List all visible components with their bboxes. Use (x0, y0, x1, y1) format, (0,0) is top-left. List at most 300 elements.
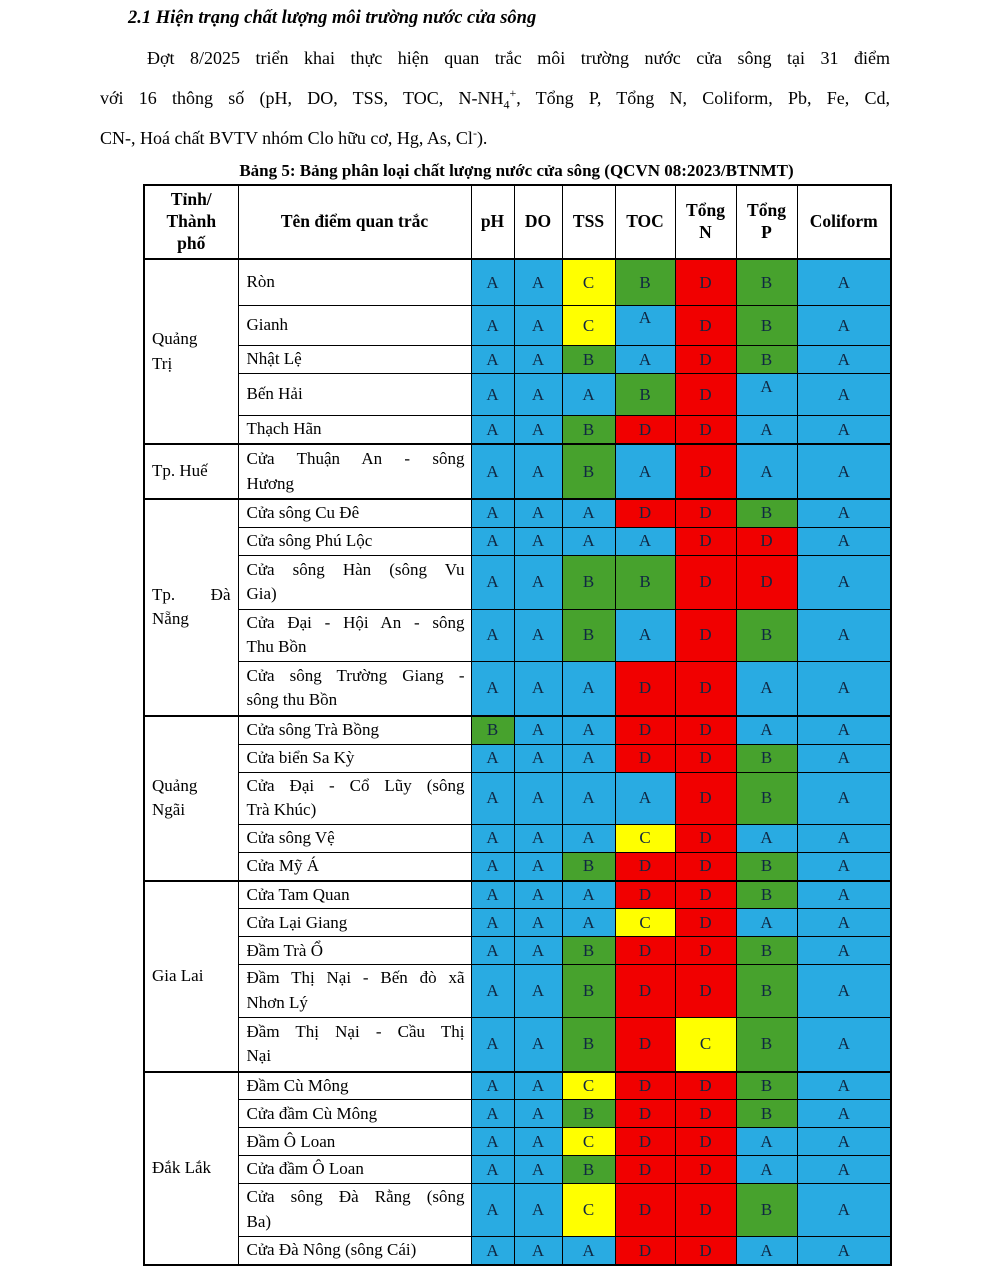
grade-letter: C (582, 272, 595, 292)
grade-cell (562, 555, 615, 609)
grade-cell (736, 824, 797, 852)
grade-cell (471, 259, 514, 306)
grade-letter: D (638, 1240, 652, 1260)
grade-cell (514, 444, 562, 499)
grade-letter: A (837, 315, 850, 335)
station-name-cell: Cửa Thuận An - sông Hương (238, 444, 471, 499)
grade-cell (562, 852, 615, 881)
station-name-cell: Cửa sông Vệ (238, 824, 471, 852)
grade-cell (675, 1072, 736, 1100)
grade-letter: A (837, 912, 850, 932)
grade-letter: B (639, 272, 651, 292)
grade-cell (675, 716, 736, 744)
grade-letter: A (531, 678, 545, 698)
grade-letter: B (760, 1200, 773, 1220)
grade-cell (471, 909, 514, 937)
grade-letter: A (531, 981, 545, 1001)
grade-cell (514, 346, 562, 374)
grade-cell (562, 716, 615, 744)
grade-cell (615, 1100, 675, 1128)
grade-cell (736, 1156, 797, 1184)
grade-letter: D (699, 625, 712, 645)
grade-letter: B (760, 625, 773, 645)
column-header: TOC (615, 185, 675, 259)
grade-cell (615, 346, 675, 374)
grade-letter: B (582, 349, 595, 369)
station-name-cell: Nhật Lệ (238, 346, 471, 374)
paragraph-line-1: Đợt 8/2025 triển khai thực hiện quan trắc môi trường nước cửa sông tại 31 điểm (147, 48, 890, 68)
grade-letter: A (837, 1076, 850, 1096)
grade-cell (675, 259, 736, 306)
grade-cell (471, 772, 514, 824)
grade-letter: A (760, 678, 773, 698)
grade-letter: A (531, 419, 545, 439)
grade-letter: A (837, 1034, 850, 1054)
grade-cell (675, 416, 736, 445)
grade-cell (736, 772, 797, 824)
grade-letter: A (486, 1240, 499, 1260)
grade-letter: A (638, 531, 652, 551)
grade-cell (562, 444, 615, 499)
grade-letter: A (760, 1131, 773, 1151)
grade-letter: A (486, 940, 499, 960)
grade-cell (562, 527, 615, 555)
grade-cell (514, 661, 562, 716)
grade-letter: D (699, 349, 712, 369)
grade-letter: D (699, 503, 712, 523)
grade-cell (514, 881, 562, 909)
grade-letter: A (638, 461, 652, 481)
grade-letter: A (760, 1240, 773, 1260)
column-header: pH (471, 185, 514, 259)
grade-letter: A (837, 1240, 850, 1260)
grade-letter: A (837, 720, 850, 740)
grade-cell (675, 824, 736, 852)
grade-cell (514, 1017, 562, 1072)
grade-letter: B (760, 788, 773, 808)
grade-letter: A (582, 678, 595, 698)
grade-letter: D (638, 1131, 652, 1151)
grade-letter: A (837, 625, 850, 645)
grade-cell (736, 1237, 797, 1266)
grade-cell (471, 609, 514, 661)
grade-cell (471, 527, 514, 555)
grade-letter: D (699, 572, 712, 592)
grade-letter: D (699, 856, 712, 876)
station-name-cell: Cửa biển Sa Kỳ (238, 744, 471, 772)
grade-letter: A (531, 625, 545, 645)
grade-letter: A (837, 461, 850, 481)
grade-cell (797, 744, 891, 772)
grade-letter: A (486, 1076, 499, 1096)
grade-cell (514, 499, 562, 527)
grade-cell (736, 937, 797, 965)
station-name-cell: Cửa sông Đà Rằng (sông Ba) (238, 1184, 471, 1237)
station-name-cell: Cửa sông Hàn (sông Vu Gia) (238, 555, 471, 609)
grade-letter: B (486, 720, 499, 740)
grade-cell (797, 306, 891, 346)
grade-cell (471, 937, 514, 965)
grade-cell (797, 881, 891, 909)
grade-cell (471, 374, 514, 416)
paragraph-line-2: với 16 thông số (pH, DO, TSS, TOC, $N-NH_4^+$, Tổng P, Tổng N, Coliform, Pb, Fe, Cd, (100, 86, 890, 112)
grade-letter: A (582, 912, 595, 932)
grade-letter: D (699, 912, 712, 932)
grade-letter: A (837, 1200, 850, 1220)
grade-cell (562, 1017, 615, 1072)
grade-letter: B (582, 1034, 595, 1054)
column-header: Tên điểm quan trắc (238, 185, 471, 259)
grade-letter: A (531, 828, 545, 848)
grade-letter: A (486, 981, 499, 1001)
grade-cell (615, 1072, 675, 1100)
station-name-cell: Cửa sông Phú Lộc (238, 527, 471, 555)
grade-letter: A (837, 940, 850, 960)
grade-letter: D (699, 1159, 712, 1179)
grade-letter: A (486, 912, 499, 932)
table-row (144, 346, 891, 374)
grade-letter: B (760, 885, 773, 905)
grade-letter: D (638, 503, 652, 523)
station-name-cell: Cửa sông Trường Giang - sông thu Bồn (238, 661, 471, 716)
grade-letter: D (638, 1200, 652, 1220)
grade-cell (615, 1184, 675, 1237)
grade-cell (736, 1184, 797, 1237)
grade-cell (675, 1156, 736, 1184)
table-row (144, 1128, 891, 1156)
grade-letter: A (760, 376, 773, 396)
grade-letter: A (486, 1200, 499, 1220)
grade-letter: D (699, 531, 712, 551)
grade-letter: A (760, 828, 773, 848)
grade-letter: A (837, 885, 850, 905)
table-row (144, 881, 891, 909)
grade-letter: B (582, 856, 595, 876)
grade-cell (675, 1100, 736, 1128)
grade-cell (562, 374, 615, 416)
grade-cell (471, 1100, 514, 1128)
grade-letter: D (638, 885, 652, 905)
grade-letter: B (760, 349, 773, 369)
grade-letter: D (638, 981, 652, 1001)
grade-cell (562, 881, 615, 909)
grade-cell (736, 374, 797, 416)
grade-cell (675, 852, 736, 881)
grade-cell (736, 259, 797, 306)
grade-letter: A (837, 349, 850, 369)
grade-letter: D (699, 1076, 712, 1096)
grade-letter: A (582, 384, 595, 404)
grade-cell (797, 937, 891, 965)
grade-cell (615, 881, 675, 909)
grade-cell (471, 306, 514, 346)
grade-cell (797, 1128, 891, 1156)
table-row (144, 852, 891, 881)
grade-cell (675, 1237, 736, 1266)
grade-cell (675, 909, 736, 937)
station-name-cell: Cửa Đại - Cổ Lũy (sông Trà Khúc) (238, 772, 471, 824)
grade-cell (471, 824, 514, 852)
grade-letter: A (486, 828, 499, 848)
table-row (144, 1072, 891, 1100)
column-header: Tỉnh/ Thành phố (144, 185, 238, 259)
grade-letter: D (638, 1076, 652, 1096)
grade-letter: A (531, 1159, 545, 1179)
grade-cell (562, 1184, 615, 1237)
grade-cell (471, 881, 514, 909)
grade-cell (562, 306, 615, 346)
table-row (144, 259, 891, 306)
grade-cell (514, 1128, 562, 1156)
grade-cell (797, 259, 891, 306)
grade-letter: A (486, 1034, 499, 1054)
grade-letter: A (486, 678, 499, 698)
grade-cell (736, 346, 797, 374)
station-name-cell: Thạch Hãn (238, 416, 471, 445)
grade-letter: A (531, 1131, 545, 1151)
grade-cell (471, 716, 514, 744)
grade-letter: A (582, 503, 595, 523)
grade-cell (675, 374, 736, 416)
grade-letter: C (582, 315, 595, 335)
grade-letter: A (486, 461, 499, 481)
grade-letter: C (699, 1034, 712, 1054)
grade-letter: A (531, 856, 545, 876)
grade-cell (797, 965, 891, 1017)
grade-letter: A (486, 384, 499, 404)
grade-cell (615, 1237, 675, 1266)
grade-cell (514, 852, 562, 881)
grade-letter: B (760, 272, 773, 292)
grade-letter: C (582, 1200, 595, 1220)
grade-cell (471, 852, 514, 881)
grade-cell (615, 499, 675, 527)
grade-letter: D (699, 981, 712, 1001)
grade-cell (562, 744, 615, 772)
station-name-cell: Đầm Thị Nại - Cầu Thị Nại (238, 1017, 471, 1072)
grade-letter: D (638, 1103, 652, 1123)
grade-letter: D (638, 748, 652, 768)
grade-letter: A (582, 531, 595, 551)
station-name-cell: Đầm Thị Nại - Bến đò xã Nhơn Lý (238, 965, 471, 1017)
grade-letter: A (486, 856, 499, 876)
grade-cell (615, 527, 675, 555)
province-cell: Quảng Trị (144, 259, 238, 444)
grade-cell (514, 374, 562, 416)
grade-cell (797, 416, 891, 445)
grade-cell (514, 259, 562, 306)
grade-letter: A (837, 384, 850, 404)
grade-cell (797, 555, 891, 609)
grade-letter: D (699, 1103, 712, 1123)
grade-letter: A (837, 272, 850, 292)
grade-letter: A (837, 419, 850, 439)
grade-cell (615, 661, 675, 716)
column-header: Coliform (797, 185, 891, 259)
grade-letter: D (638, 1034, 652, 1054)
table-header (144, 185, 891, 259)
grade-letter: B (760, 503, 773, 523)
grade-letter: A (531, 572, 545, 592)
grade-letter: A (531, 940, 545, 960)
grade-letter: D (699, 461, 712, 481)
grade-cell (797, 1072, 891, 1100)
station-name-cell: Cửa Lại Giang (238, 909, 471, 937)
grade-letter: A (531, 272, 545, 292)
province-cell: Gia Lai (144, 881, 238, 1072)
table-row (144, 824, 891, 852)
grade-cell (471, 555, 514, 609)
province-cell: Tp. Đà Nẵng (144, 499, 238, 716)
station-name-cell: Ròn (238, 259, 471, 306)
grade-letter: A (582, 828, 595, 848)
table-row (144, 306, 891, 346)
table-row (144, 374, 891, 416)
grade-letter: D (638, 1159, 652, 1179)
grade-letter: A (837, 981, 850, 1001)
grade-letter: B (582, 461, 595, 481)
grade-cell (514, 609, 562, 661)
grade-cell (736, 744, 797, 772)
station-name-cell: Đầm Cù Mông (238, 1072, 471, 1100)
grade-letter: A (760, 720, 773, 740)
grade-letter: B (582, 940, 595, 960)
table-row (144, 444, 891, 499)
grade-letter: C (582, 1076, 595, 1096)
grade-letter: A (531, 349, 545, 369)
grade-letter: B (582, 419, 595, 439)
grade-cell (736, 852, 797, 881)
grade-cell (797, 909, 891, 937)
grade-letter: C (582, 1131, 595, 1151)
grade-cell (615, 259, 675, 306)
grade-cell (615, 416, 675, 445)
grade-cell (615, 1017, 675, 1072)
table-row (144, 1156, 891, 1184)
grade-letter: B (760, 981, 773, 1001)
column-header: Tổng N (675, 185, 736, 259)
grade-cell (562, 909, 615, 937)
grade-letter: A (837, 788, 850, 808)
table-row (144, 1017, 891, 1072)
grade-cell (615, 852, 675, 881)
grade-letter: A (638, 625, 652, 645)
grade-cell (471, 1156, 514, 1184)
grade-letter: B (582, 1159, 595, 1179)
grade-cell (797, 609, 891, 661)
grade-letter: A (582, 885, 595, 905)
grade-letter: A (760, 419, 773, 439)
grade-cell (797, 772, 891, 824)
grade-letter: A (837, 856, 850, 876)
grade-letter: D (760, 531, 773, 551)
grade-cell (471, 1237, 514, 1266)
grade-letter: A (837, 678, 850, 698)
station-name-cell: Cửa Đà Nông (sông Cái) (238, 1237, 471, 1266)
table-row (144, 772, 891, 824)
grade-cell (797, 824, 891, 852)
grade-letter: A (486, 1131, 499, 1151)
grade-letter: A (837, 503, 850, 523)
table-row (144, 909, 891, 937)
grade-letter: A (837, 1131, 850, 1151)
grade-cell (471, 1017, 514, 1072)
grade-cell (736, 716, 797, 744)
table-row (144, 744, 891, 772)
grade-letter: D (699, 1240, 712, 1260)
station-name-cell: Đầm Ô Loan (238, 1128, 471, 1156)
grade-cell (514, 1072, 562, 1100)
grade-cell (514, 1156, 562, 1184)
grade-cell (471, 744, 514, 772)
grade-letter: A (531, 720, 545, 740)
grade-cell (797, 852, 891, 881)
grade-cell (736, 416, 797, 445)
province-cell: Quảng Ngãi (144, 716, 238, 881)
table-row (144, 609, 891, 661)
grade-letter: B (760, 856, 773, 876)
column-header: TSS (562, 185, 615, 259)
station-name-cell: Cửa đầm Ô Loan (238, 1156, 471, 1184)
grade-letter: B (760, 1103, 773, 1123)
grade-cell (514, 1237, 562, 1266)
grade-cell (675, 527, 736, 555)
grade-letter: D (699, 748, 712, 768)
grade-letter: A (531, 1240, 545, 1260)
grade-cell (615, 965, 675, 1017)
grade-cell (471, 416, 514, 445)
grade-letter: D (699, 1131, 712, 1151)
grade-cell (514, 1100, 562, 1128)
grade-cell (514, 744, 562, 772)
grade-cell (675, 772, 736, 824)
grade-cell (736, 444, 797, 499)
grade-letter: B (582, 1103, 595, 1123)
grade-cell (615, 1156, 675, 1184)
table-row (144, 416, 891, 445)
grade-cell (471, 1128, 514, 1156)
grade-cell (615, 716, 675, 744)
grade-letter: B (639, 384, 651, 404)
grade-cell (675, 1184, 736, 1237)
grade-letter: A (486, 1159, 499, 1179)
grade-cell (514, 555, 562, 609)
grade-letter: D (699, 419, 712, 439)
grade-cell (562, 1128, 615, 1156)
table-row (144, 555, 891, 609)
table-row (144, 937, 891, 965)
table-row (144, 1184, 891, 1237)
grade-cell (736, 661, 797, 716)
grade-letter: D (699, 384, 712, 404)
grade-letter: A (531, 384, 545, 404)
grade-letter: D (699, 788, 712, 808)
table-row (144, 965, 891, 1017)
station-name-cell: Đầm Trà Ổ (238, 937, 471, 965)
table-row (144, 499, 891, 527)
table-row (144, 1237, 891, 1266)
grade-letter: A (837, 828, 850, 848)
grade-cell (562, 937, 615, 965)
grade-cell (562, 1237, 615, 1266)
grade-letter: A (531, 315, 545, 335)
grade-cell (797, 1017, 891, 1072)
grade-letter: D (699, 940, 712, 960)
station-name-cell: Cửa Đại - Hội An - sông Thu Bồn (238, 609, 471, 661)
grade-cell (562, 346, 615, 374)
column-header: DO (514, 185, 562, 259)
grade-cell (797, 716, 891, 744)
